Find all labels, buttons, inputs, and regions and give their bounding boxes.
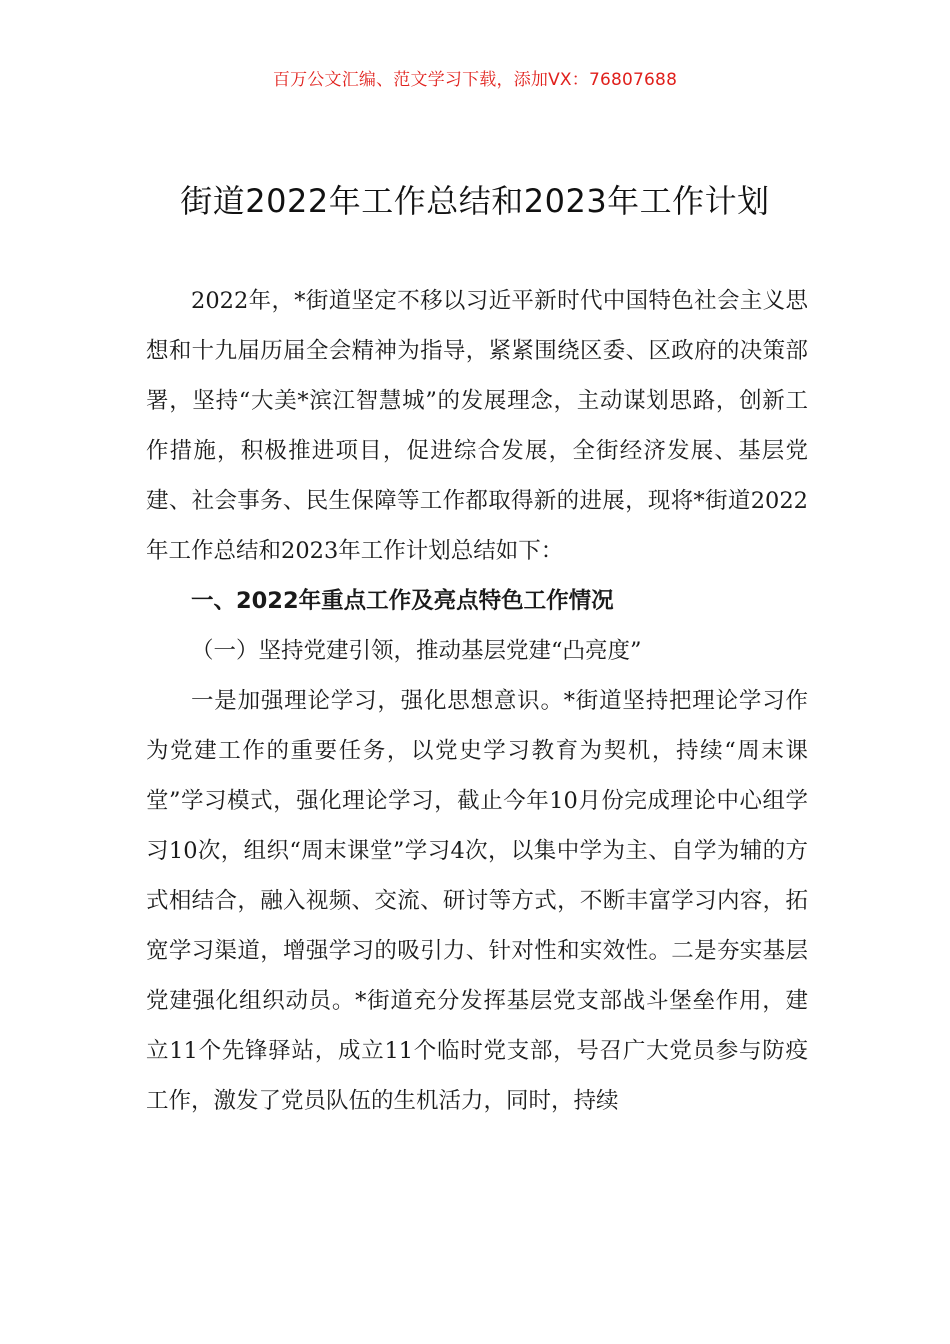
intro-paragraph: 2022年，*街道坚定不移以习近平新时代中国特色社会主义思想和十九届历届全会精神为指导，紧紧围绕区委、区政府的决策部署，坚持“大美*滨江智慧城”的发展理念，主动谋划思路，创新工作措施，积极推进项目，促进综合发展，全街经济发展、基层党建、社会事务、民生保障等工作都取得新的进展，现将*街道2022年工作总结和2023年工作计划总结如下： bbox=[146, 288, 808, 564]
document-body bbox=[146, 276, 808, 1126]
document-title: 街道2022年工作总结和2023年工作计划 bbox=[180, 182, 770, 220]
header-watermark-note: 百万公文汇编、范文学习下载，添加VX：76807688 bbox=[272, 70, 678, 90]
subsection-body-paragraph: 一是加强理论学习，强化思想意识。*街道坚持把理论学习作为党建工作的重要任务，以党史学习教育为契机，持续“周末课堂”学习模式，强化理论学习，截止今年10月份完成理论中心组学习10次，组织“周末课堂”学习4次，以集中学为主、自学为辅的方式相结合，融入视频、交流、研讨等方式，不断丰富学习内容，拓宽学习渠道，增强学习的吸引力、针对性和实效性。二是夯实基层党建强化组织动员。*街道充分发挥基层党支部战斗堡垒作用，建立11个先锋驿站，成立11个临时党支部，号召广大党员参与防疫工作，激发了党员队伍的生机活力，同时，持续 bbox=[146, 688, 808, 1114]
section-heading: 一、2022年重点工作及亮点特色工作情况 bbox=[191, 588, 614, 614]
subsection-heading: （一）坚持党建引领，推动基层党建“凸亮度” bbox=[191, 638, 642, 664]
